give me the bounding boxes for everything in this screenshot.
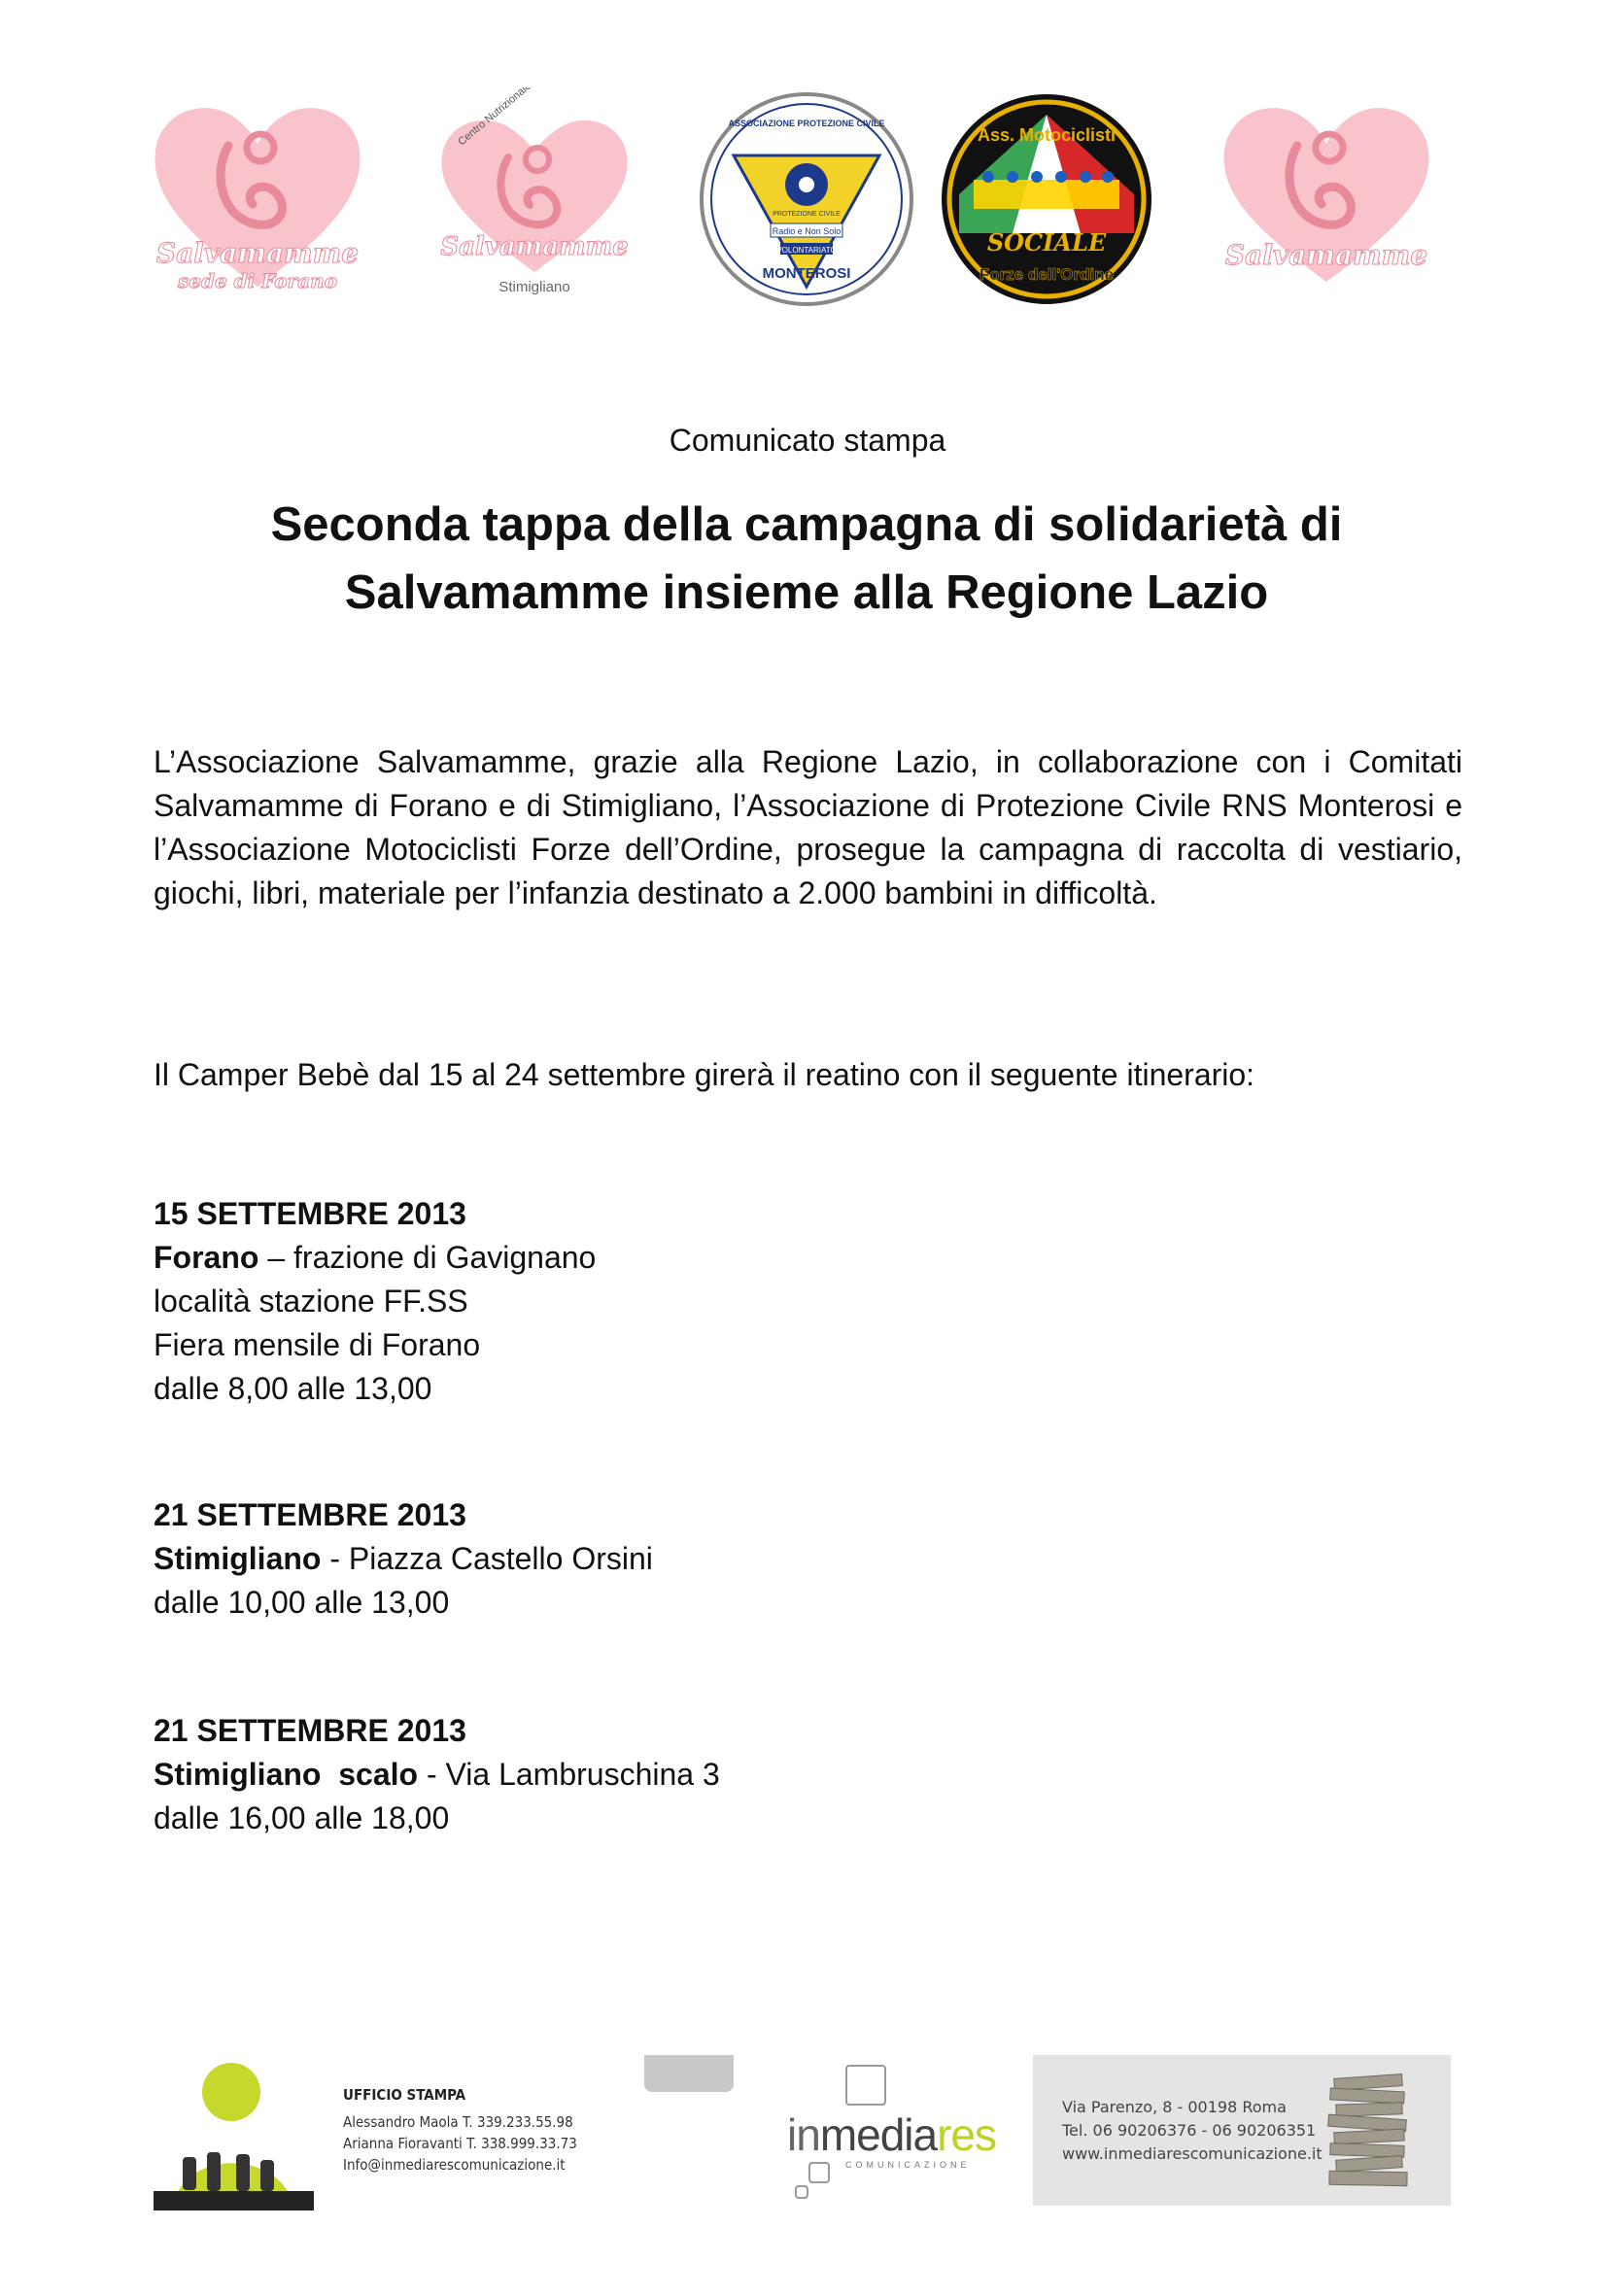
salvamamme-logo	[1215, 87, 1438, 311]
contact-panel	[1033, 2055, 1451, 2206]
event-time: dalle 16,00 alle 18,00	[154, 1800, 450, 1835]
event-item	[154, 1493, 653, 1625]
logo-text: ASSOCIAZIONE PROTEZIONE CIVILE	[728, 119, 885, 128]
press-office-info	[343, 2084, 577, 2176]
event-item	[154, 1709, 720, 1840]
event-extra: località stazione FF.SS	[154, 1284, 468, 1319]
document-kicker: Comunicato stampa	[669, 423, 946, 458]
event-time: dalle 10,00 alle 13,00	[154, 1585, 450, 1620]
event-place: Stimigliano scalo	[154, 1757, 419, 1792]
brand-sub: COMUNICAZIONE	[845, 2160, 971, 2170]
protezione-civile-monterosi-logo	[695, 87, 918, 311]
brand-in: in	[787, 2109, 820, 2160]
logo-text: sede di Forano	[177, 269, 338, 292]
event-date: 15 SETTEMBRE 2013	[154, 1196, 466, 1231]
contact-line: www.inmediarescomunicazione.it	[1062, 2144, 1323, 2163]
press-office-line: Alessandro Maola T. 339.233.55.98	[343, 2113, 573, 2131]
logo-text: Radio e Non Solo	[772, 226, 842, 236]
event-place-detail: – frazione di Gavignano	[258, 1240, 597, 1275]
event-date: 21 SETTEMBRE 2013	[154, 1713, 466, 1748]
decorative-tab	[644, 2055, 734, 2092]
press-person-illustration	[154, 2055, 314, 2210]
title-line: Seconda tappa della campagna di solidarietà di	[270, 498, 1343, 551]
salvamamme-stimigliano-logo	[423, 87, 646, 311]
event-time: dalle 8,00 alle 13,00	[154, 1371, 432, 1406]
logo-text: MONTEROSI	[762, 265, 851, 282]
event-place-detail: - Via Lambruschina 3	[418, 1757, 720, 1792]
brand-res: res	[937, 2109, 997, 2160]
event-item	[154, 1192, 596, 1411]
inmediares-logo	[787, 2065, 1011, 2201]
contact-line: Tel. 06 90206376 - 06 90206351	[1062, 2121, 1317, 2140]
logo-text: Stimigliano	[498, 279, 570, 295]
brand-media: media	[819, 2109, 938, 2160]
press-office-line: Arianna Fioravanti T. 338.999.33.73	[343, 2135, 577, 2152]
press-office-head: UFFICIO STAMPA	[343, 2086, 466, 2104]
logo-strip	[146, 87, 1477, 311]
motociclisti-forze-ordine-logo	[935, 87, 1158, 311]
logo-text: Salvamamme	[1224, 239, 1428, 271]
event-place: Forano	[154, 1240, 259, 1275]
logo-text: VOLONTARIATO	[776, 246, 837, 255]
footer	[154, 2055, 1451, 2210]
itinerary-lead: Il Camper Bebè dal 15 al 24 settembre girerà il reatino con il seguente itinerario:	[154, 1057, 1255, 1092]
logo-text: SOCIALE	[986, 228, 1107, 257]
event-date: 21 SETTEMBRE 2013	[154, 1497, 466, 1532]
logo-text: Centro Nutrizionale e Boutique Bebè	[456, 87, 597, 149]
logo-text: Forze dell'Ordine	[979, 265, 1115, 284]
logo-text: PROTEZIONE CIVILE	[773, 211, 841, 218]
salvamamme-forano-logo	[146, 87, 369, 311]
event-extra: Fiera mensile di Forano	[154, 1327, 481, 1362]
press-office-line: Info@inmediarescomunicazione.it	[343, 2156, 566, 2174]
newspaper-stack-image	[1324, 2067, 1412, 2198]
logo-text: Ass. Motociclisti	[977, 125, 1117, 145]
logo-text: Salvamamme	[155, 237, 360, 269]
logo-text: Salvamamme	[440, 232, 629, 261]
title-line: Salvamamme insieme alla Regione Lazio	[344, 566, 1269, 619]
intro-paragraph: L’Associazione Salvamamme, grazie alla Regione Lazio, in collaborazione con i Comitati Salvamamme di Forano e di Stimigliano, l’Associazione di Protezione Civile RNS Monterosi e l’Associazione Motociclisti Forze dell’Ordine, prosegue la campagna di raccolta di vestiario, giochi, libri, materiale per l’infanzia destinato a 2.000 bambini in difficoltà.	[154, 744, 1462, 910]
event-place: Stimigliano	[154, 1541, 322, 1576]
contact-line: Via Parenzo, 8 - 00198 Roma	[1062, 2098, 1287, 2116]
document-title	[175, 491, 1438, 627]
event-place-detail: - Piazza Castello Orsini	[321, 1541, 653, 1576]
